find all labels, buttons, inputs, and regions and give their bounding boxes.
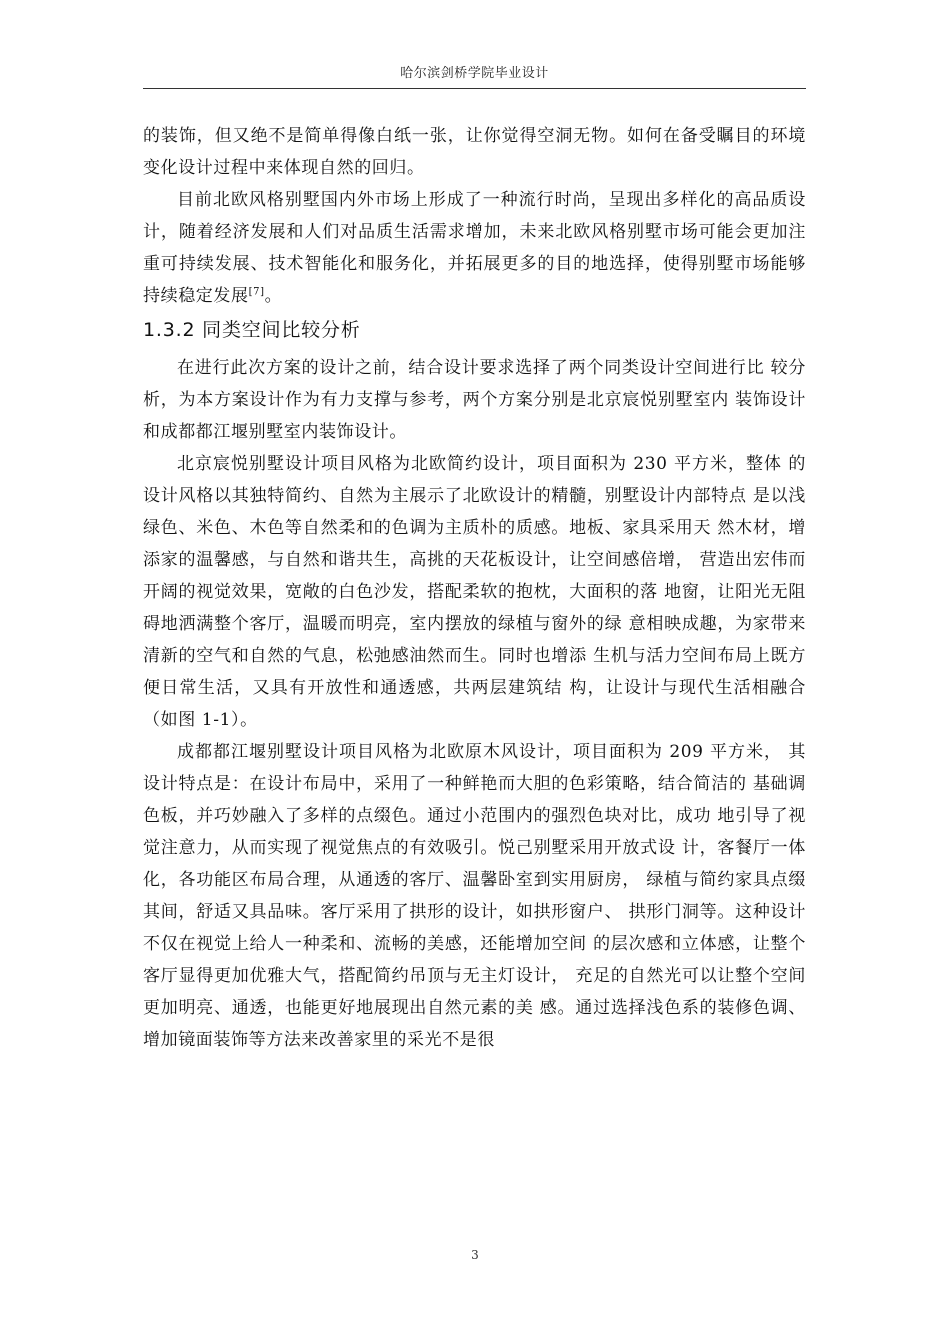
paragraph-beijing-villa: 北京宸悦别墅设计项目风格为北欧简约设计，项目面积为 230 平方米，整体 的设计风格以其独特简约、自然为主展示了北欧设计的精髓，别墅设计内部特点 是以浅绿色、米色、木色等自然柔和的色调为主质朴的质感。地板、家具采用天 然木材，增添家的温馨感，与自然和谐共生，高挑的天花板设计，让空间感倍增， 营造出宏伟而开阔的视觉效果，宽敞的白色沙发，搭配柔软的抱枕，大面积的落 地窗，让阳光无阻碍地洒满整个客厅，温暖而明亮，室内摆放的绿植与窗外的绿 意相映成趣，为家带来清新的空气和自然的气息，松弛感油然而生。同时也增添 生机与活力空间布局上既方便日常生活，又具有开放性和通透感，共两层建筑结 构，让设计与现代生活相融合（如图 1-1）。 [143,454,806,730]
document-body [143,120,806,1056]
paragraph-chengdu-villa: 成都都江堰别墅设计项目风格为北欧原木风设计，项目面积为 209 平方米， 其设计特点是：在设计布局中，采用了一种鲜艳而大胆的色彩策略，结合简洁的 基础调色板，并巧妙融入了多样的点缀色。通过小范围内的强烈色块对比，成功 地引导了视觉注意力，从而实现了视觉焦点的有效吸引。悦己别墅采用开放式设 计，客餐厅一体化，各功能区布局合理，从通透的客厅、温馨卧室到实用厨房， 绿植与简约家具点缀其间，舒适又具品味。客厅采用了拱形的设计，如拱形窗户、 拱形门洞等。这种设计不仅在视觉上给人一种柔和、流畅的美感，还能增加空间 的层次感和立体感，让整个客厅显得更加优雅大气，搭配简约吊顶与无主灯设计， 充足的自然光可以让整个空间更加明亮、通透，也能更好地展现出自然元素的美 感。通过选择浅色系的装修色调、增加镜面装饰等方法来改善家里的采光不是很 [143,742,806,1050]
paragraph-continuation: 的装饰，但又绝不是简单得像白纸一张，让你觉得空洞无物。如何在备受瞩目的环境变化设计过程中来体现自然的回归。 [143,126,806,178]
header-divider [143,88,806,89]
page-number: 3 [471,1248,479,1262]
paragraph-market-trend-end: 。 [264,286,283,306]
page-header: 哈尔滨剑桥学院毕业设计 [400,66,549,81]
paragraph-market-trend-text: 目前北欧风格别墅国内外市场上形成了一种流行时尚，呈现出多样化的高品质设计，随着经济发展和人们对品质生活需求增加，未来北欧风格别墅市场可能会更加注重可持续发展、技术智能化和服务化，并拓展更多的目的地选择，使得别墅市场能够持续稳定发展 [143,190,806,306]
citation-reference: [7] [248,286,265,298]
paragraph-market-trend [143,184,806,312]
section-heading: 1.3.2 同类空间比较分析 [143,319,361,341]
paragraph-comparison-intro: 在进行此次方案的设计之前，结合设计要求选择了两个同类设计空间进行比 较分析，为本方案设计作为有力支撑与参考，两个方案分别是北京宸悦别墅室内 装饰设计和成都都江堰别墅室内装饰设计。 [143,358,806,442]
